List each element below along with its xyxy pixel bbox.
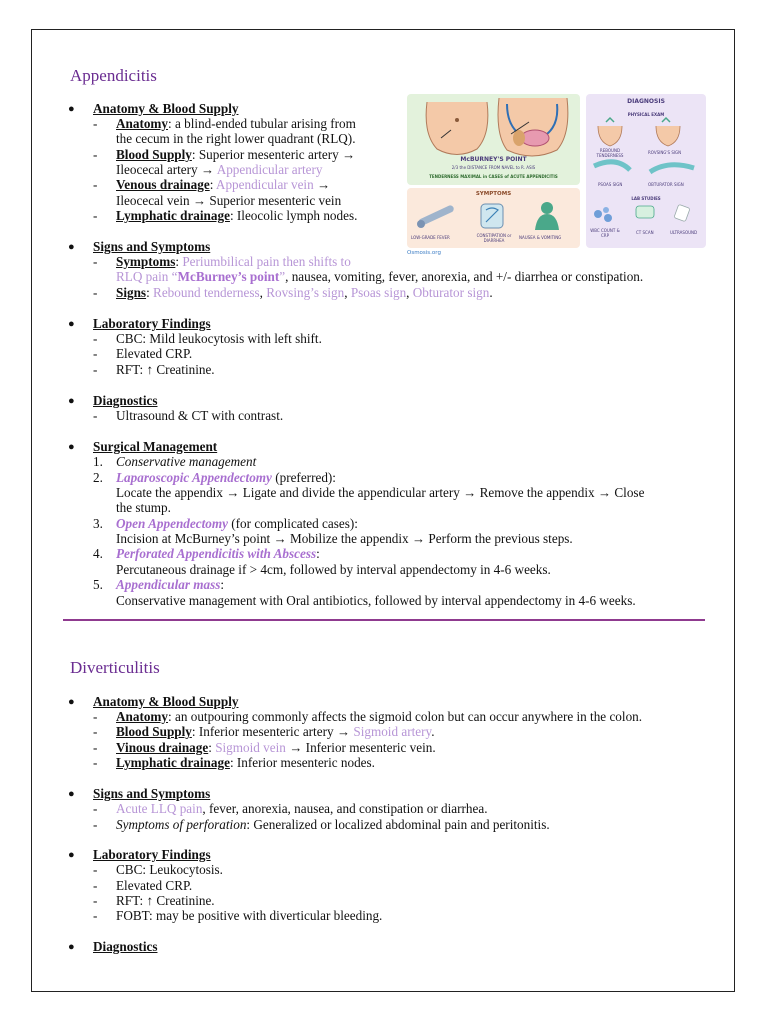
section-heading: Diagnostics: [93, 393, 158, 408]
appendicitis-title: Appendicitis: [70, 66, 157, 85]
symptoms-line: Symptoms: Periumbilical pain then shifts to: [116, 254, 351, 269]
surgical-item-3-text: Incision at McBurney’s point → Mobilize the appendix → Perform the previous steps.: [116, 531, 573, 546]
surgical-item-2-text-2: the stump.: [116, 500, 171, 515]
signs-line: Signs: Rebound tenderness, Rovsing’s sign, Psoas sign, Obturator sign.: [116, 285, 493, 300]
dash: -: [93, 724, 98, 739]
symptom-nausea: NAUSEA & VOMITING: [519, 235, 562, 240]
surgical-item-2: Laparoscopic Appendectomy (preferred):: [116, 470, 336, 485]
lab-wbc: WBC COUNT & CRP: [590, 228, 620, 238]
bullet: ●: [68, 441, 75, 453]
abdomen-illustration: [407, 94, 580, 185]
bullet: ●: [68, 696, 75, 708]
symptoms-panel: [407, 188, 580, 248]
diagnosis-title: DIAGNOSIS: [627, 98, 665, 105]
dash: -: [93, 862, 98, 877]
list-item: RFT: ↑ Creatinine.: [116, 362, 215, 377]
section-divider: [63, 619, 705, 621]
mcburney-sub2: TENDERNESS MAXIMAL in CASES of ACUTE APPENDICITIS: [429, 174, 558, 179]
mcburney-title: McBURNEY'S POINT: [460, 156, 527, 163]
list-number: 5.: [93, 577, 103, 592]
surgical-item-5: Appendicular mass:: [116, 577, 225, 592]
blood-supply-line: Blood Supply: Superior mesenteric artery →: [116, 147, 356, 162]
diverticulitis-title: Diverticulitis: [70, 658, 160, 677]
bullet: ●: [68, 941, 75, 953]
blood-supply-line: Blood Supply: Inferior mesenteric artery → Sigmoid artery.: [116, 724, 435, 739]
section-heading: Laboratory Findings: [93, 847, 211, 862]
lymph-line: Lymphatic drainage: Ileocolic lymph nodes.: [116, 208, 358, 223]
list-item: Elevated CRP.: [116, 878, 193, 893]
dash: -: [93, 208, 98, 223]
dash: -: [93, 908, 98, 923]
anatomy-line: Anatomy: a blind-ended tubular arising from: [116, 116, 356, 131]
list-number: 4.: [93, 546, 103, 561]
anatomy-line: Anatomy: an outpouring commonly affects the sigmoid colon but can occur anywhere in the colon.: [116, 709, 643, 724]
exam-obturator: OBTURATOR SIGN: [648, 182, 684, 187]
bullet: ●: [68, 395, 75, 407]
venous-line-2: Ileocecal vein → Superior mesenteric vein: [116, 193, 342, 208]
dash: -: [93, 408, 98, 423]
list-item: Elevated CRP.: [116, 346, 193, 361]
signs-line-2: Symptoms of perforation: Generalized or localized abdominal pain and peritonitis.: [116, 817, 550, 832]
symptoms-title: SYMPTOMS: [475, 191, 512, 197]
appendicitis-figure: [407, 94, 706, 258]
lab-ct: CT SCAN: [636, 230, 654, 235]
diagnosis-icons: [586, 94, 706, 248]
dash: -: [93, 147, 98, 162]
bullet: ●: [68, 241, 75, 253]
section-heading: Anatomy & Blood Supply: [93, 694, 239, 709]
list-item: RFT: ↑ Creatinine.: [116, 893, 215, 908]
symptom-fever: LOW-GRADE FEVER: [411, 235, 450, 240]
lab-ultrasound: ULTRASOUND: [670, 230, 698, 235]
osmosis-credit: Osmosis.org: [407, 250, 441, 256]
bullet: ●: [68, 849, 75, 861]
dash: -: [93, 362, 98, 377]
list-number: 1.: [93, 454, 103, 469]
symptom-constipation: CONSTIPATION or DIARRHEA: [476, 233, 512, 243]
list-item: Ultrasound & CT with contrast.: [116, 408, 284, 423]
exam-psoas: PSOAS SIGN: [598, 182, 623, 187]
list-item: CBC: Mild leukocytosis with left shift.: [116, 331, 322, 346]
exam-rovsing: ROVSING'S SIGN: [648, 150, 682, 155]
section-heading: Surgical Management: [93, 439, 218, 454]
symptoms-line-2: RLQ pain “McBurney’s point”, nausea, vomiting, fever, anorexia, and +/- diarrhea or constipation.: [116, 269, 644, 284]
lab-studies-label: LAB STUDIES: [631, 196, 661, 201]
diagnosis-panel: [586, 94, 706, 248]
dash: -: [93, 254, 98, 269]
section-heading: Diagnostics: [93, 939, 158, 954]
anatomy-line-2: the cecum in the right lower quadrant (RLQ).: [116, 131, 356, 146]
dash: -: [93, 755, 98, 770]
list-item: CBC: Leukocytosis.: [116, 862, 223, 877]
exam-rebound: REBOUND TENDERNESS: [596, 148, 624, 158]
dash: -: [93, 801, 98, 816]
dash: -: [93, 878, 98, 893]
dash: -: [93, 740, 98, 755]
surgical-item-3: Open Appendectomy (for complicated cases):: [116, 516, 358, 531]
mcburney-sub1: 2/3 the DISTANCE FROM NAVEL to R. ASIS: [451, 165, 536, 170]
dash: -: [93, 177, 98, 192]
list-item: FOBT: may be positive with diverticular bleeding.: [116, 908, 383, 923]
bullet: ●: [68, 318, 75, 330]
dash: -: [93, 116, 98, 131]
dash: -: [93, 893, 98, 908]
surgical-item-2-text: Locate the appendix → Ligate and divide the appendicular artery → Remove the appendix → Close: [116, 485, 645, 500]
venous-line: Vinous drainage: Sigmoid vein → Inferior mesenteric vein.: [116, 740, 436, 755]
section-heading: Laboratory Findings: [93, 316, 211, 331]
venous-line: Venous drainage: Appendicular vein →: [116, 177, 331, 192]
section-heading: Signs and Symptoms: [93, 239, 211, 254]
blood-supply-line-2: Ileocecal artery → Appendicular artery: [116, 162, 323, 177]
section-heading: Signs and Symptoms: [93, 786, 211, 801]
list-number: 2.: [93, 470, 103, 485]
bullet: ●: [68, 103, 75, 115]
lymph-line: Lymphatic drainage: Inferior mesenteric nodes.: [116, 755, 375, 770]
dash: -: [93, 331, 98, 346]
surgical-item-4-text: Percutaneous drainage if > 4cm, followed by interval appendectomy in 4-6 weeks.: [116, 562, 551, 577]
dash: -: [93, 709, 98, 724]
dash: -: [93, 817, 98, 832]
physical-exam-label: PHYSICAL EXAM: [627, 112, 665, 117]
dash: -: [93, 285, 98, 300]
surgical-item-4: Perforated Appendicitis with Abscess:: [116, 546, 320, 561]
mcburney-panel: [407, 94, 580, 185]
surgical-item-1: Conservative management: [116, 454, 257, 469]
signs-line-1: Acute LLQ pain, fever, anorexia, nausea, and constipation or diarrhea.: [116, 801, 488, 816]
dash: -: [93, 346, 98, 361]
section-heading: Anatomy & Blood Supply: [93, 101, 239, 116]
list-number: 3.: [93, 516, 103, 531]
surgical-item-5-text: Conservative management with Oral antibiotics, followed by interval appendectomy in 4-6 weeks.: [116, 593, 636, 608]
bullet: ●: [68, 788, 75, 800]
